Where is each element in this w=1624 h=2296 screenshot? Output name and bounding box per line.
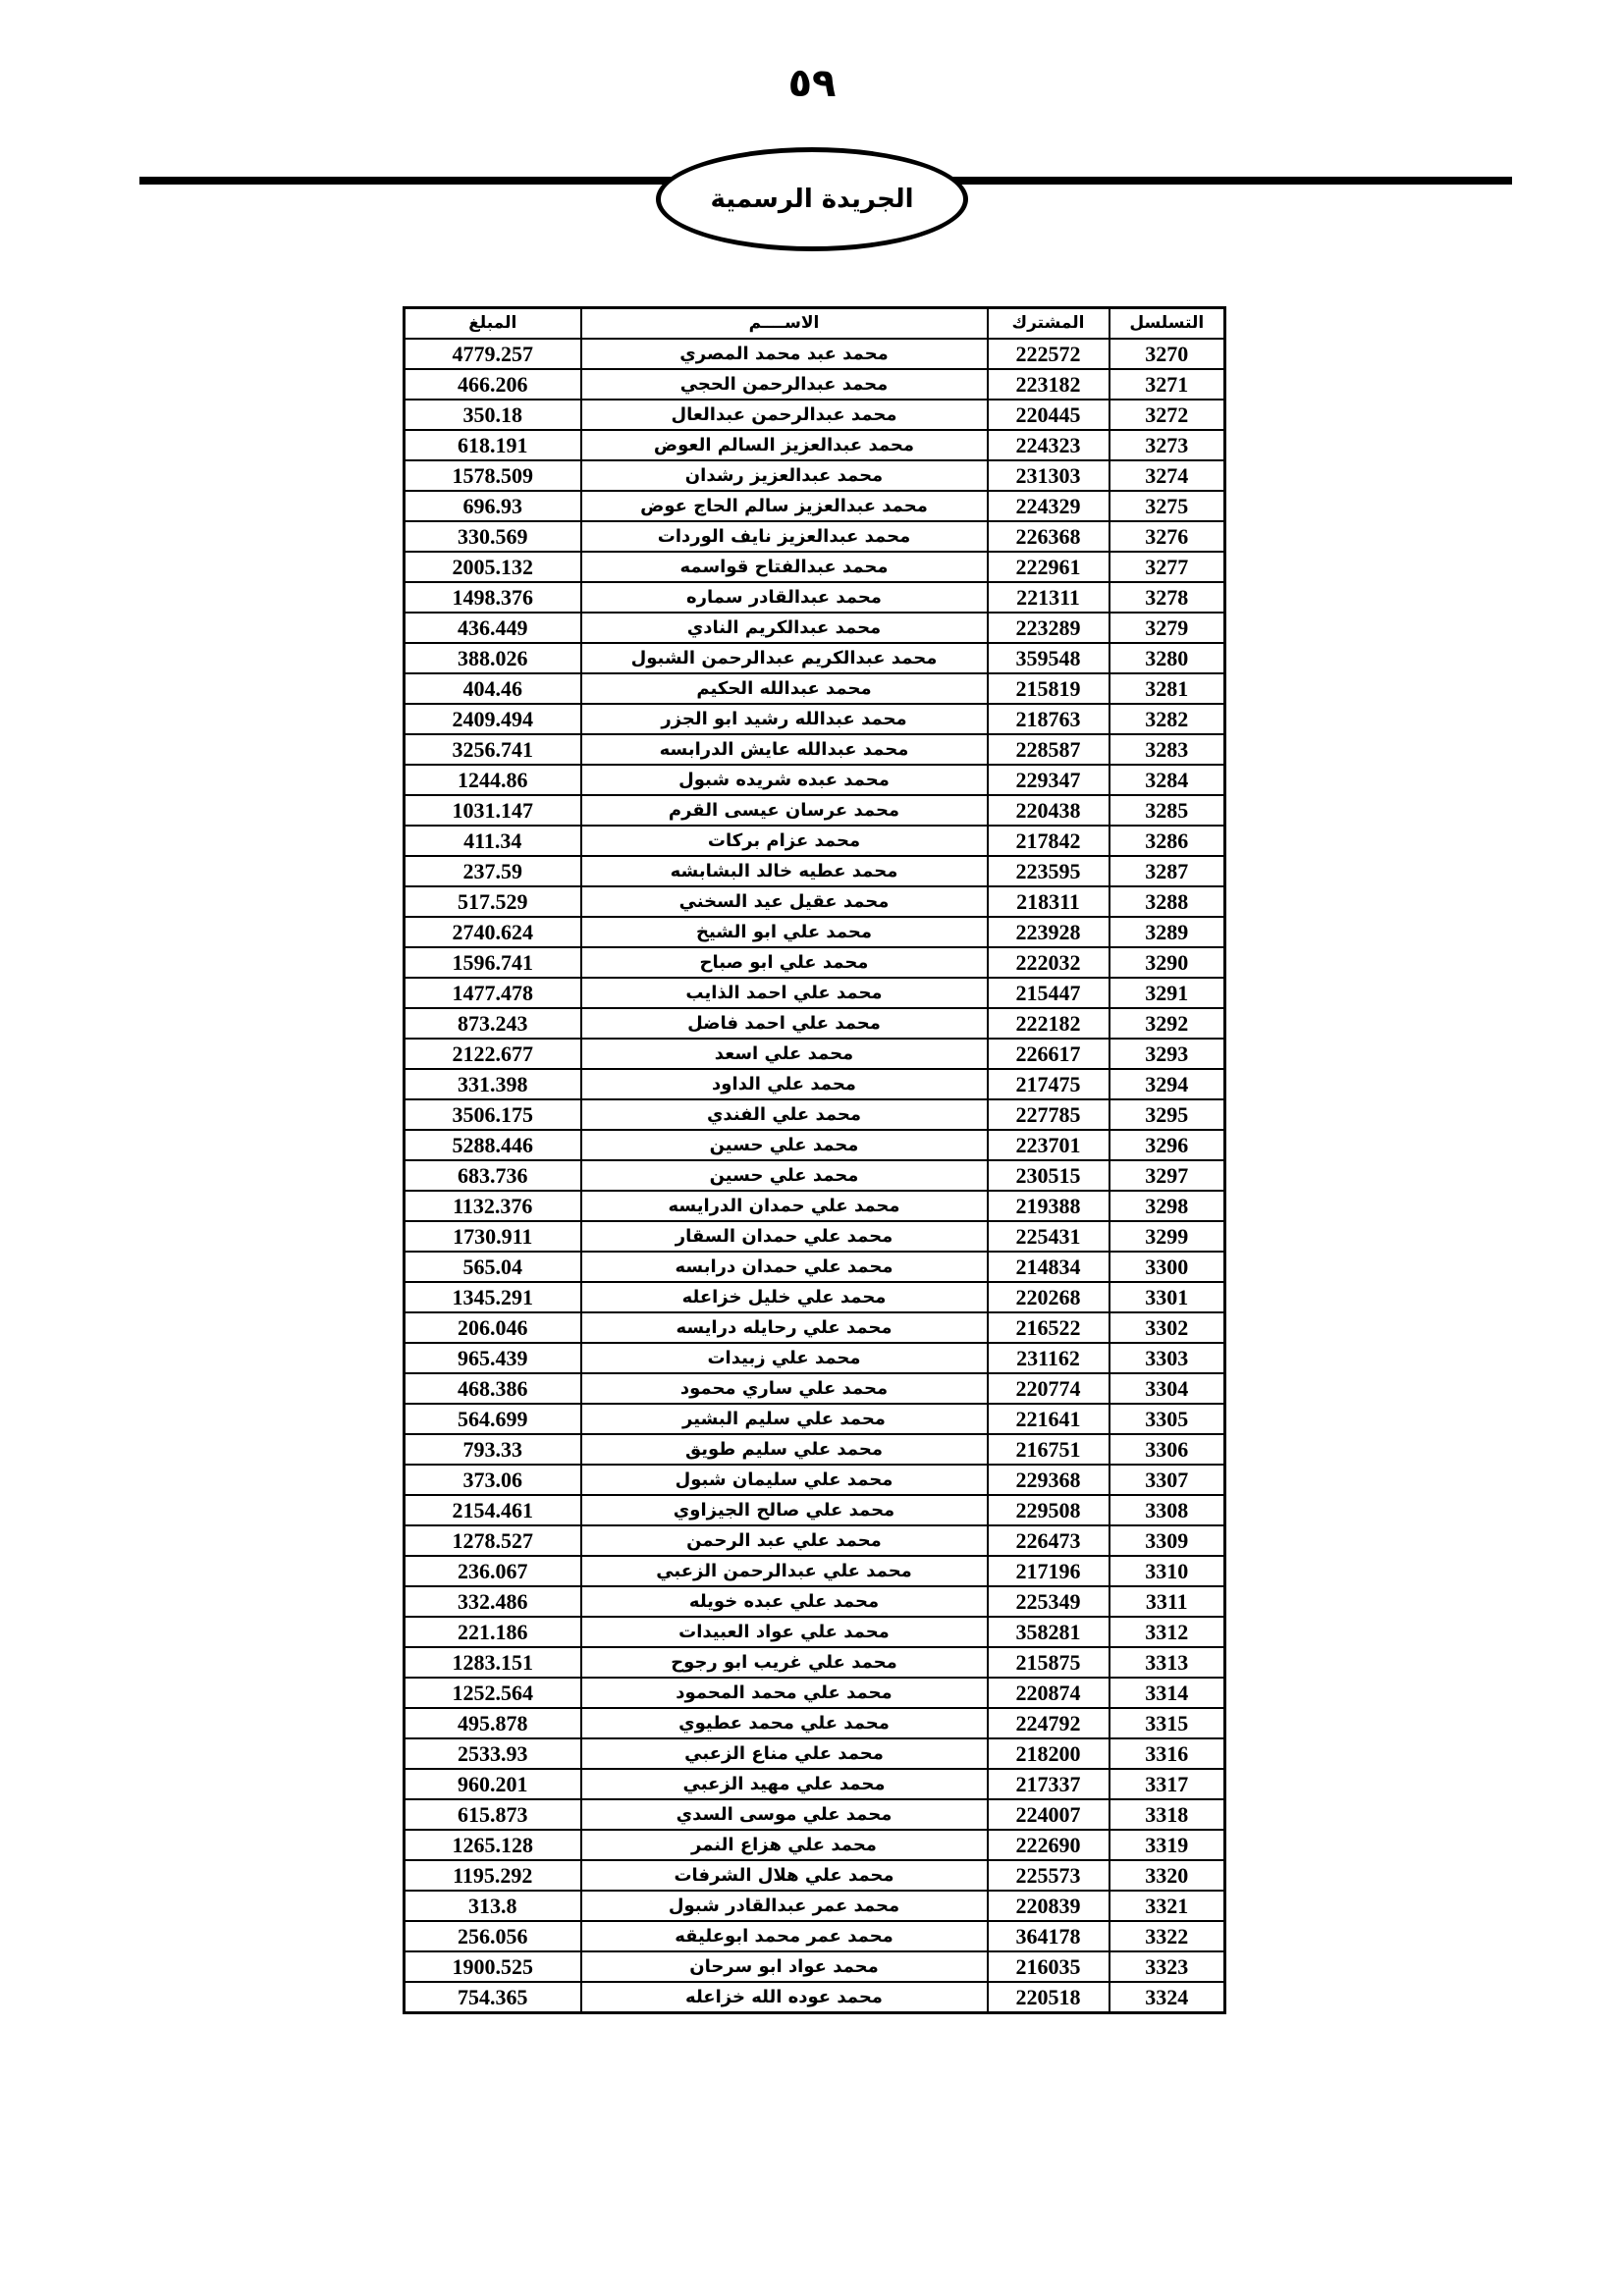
- header-subscriber: المشترك: [988, 308, 1110, 340]
- cell-subscriber: 220774: [988, 1373, 1110, 1404]
- cell-serial: 3273: [1110, 430, 1225, 460]
- cell-amount: 1031.147: [405, 795, 581, 826]
- cell-subscriber: 222690: [988, 1830, 1110, 1860]
- cell-serial: 3280: [1110, 643, 1225, 673]
- cell-subscriber: 223182: [988, 369, 1110, 400]
- cell-amount: 2409.494: [405, 704, 581, 734]
- cell-subscriber: 224329: [988, 491, 1110, 521]
- cell-subscriber: 231162: [988, 1343, 1110, 1373]
- cell-serial: 3297: [1110, 1160, 1225, 1191]
- cell-amount: 2533.93: [405, 1738, 581, 1769]
- cell-serial: 3274: [1110, 460, 1225, 491]
- cell-amount: 565.04: [405, 1252, 581, 1282]
- table-row: [405, 1830, 1225, 1860]
- table-row: [405, 673, 1225, 704]
- cell-amount: 615.873: [405, 1799, 581, 1830]
- cell-serial: 3270: [1110, 339, 1225, 369]
- cell-amount: 1278.527: [405, 1525, 581, 1556]
- cell-serial: 3288: [1110, 886, 1225, 917]
- cell-name: محمد علي عبده خويله: [581, 1586, 988, 1617]
- cell-serial: 3290: [1110, 947, 1225, 978]
- cell-serial: 3295: [1110, 1099, 1225, 1130]
- header-name: الاســــم: [581, 308, 988, 340]
- table-row: [405, 1434, 1225, 1465]
- cell-subscriber: 215447: [988, 978, 1110, 1008]
- cell-serial: 3291: [1110, 978, 1225, 1008]
- cell-name: محمد عبد محمد المصري: [581, 339, 988, 369]
- cell-subscriber: 223928: [988, 917, 1110, 947]
- cell-subscriber: 217196: [988, 1556, 1110, 1586]
- table-row: [405, 1678, 1225, 1708]
- cell-serial: 3283: [1110, 734, 1225, 765]
- table-row: [405, 521, 1225, 552]
- cell-serial: 3302: [1110, 1312, 1225, 1343]
- cell-name: محمد علي مناع الزعبي: [581, 1738, 988, 1769]
- table-row: [405, 856, 1225, 886]
- cell-amount: 2154.461: [405, 1495, 581, 1525]
- cell-amount: 873.243: [405, 1008, 581, 1039]
- cell-subscriber: 230515: [988, 1160, 1110, 1191]
- cell-name: محمد علي اسعد: [581, 1039, 988, 1069]
- cell-name: محمد عبدالكريم النادي: [581, 613, 988, 643]
- cell-subscriber: 217337: [988, 1769, 1110, 1799]
- cell-subscriber: 229508: [988, 1495, 1110, 1525]
- cell-serial: 3285: [1110, 795, 1225, 826]
- table-row: [405, 826, 1225, 856]
- cell-serial: 3304: [1110, 1373, 1225, 1404]
- cell-serial: 3319: [1110, 1830, 1225, 1860]
- cell-serial: 3296: [1110, 1130, 1225, 1160]
- table-row: [405, 1221, 1225, 1252]
- cell-serial: 3322: [1110, 1921, 1225, 1951]
- cell-name: محمد علي عبد الرحمن: [581, 1525, 988, 1556]
- cell-amount: 2005.132: [405, 552, 581, 582]
- cell-amount: 313.8: [405, 1891, 581, 1921]
- table-row: [405, 1099, 1225, 1130]
- cell-subscriber: 223701: [988, 1130, 1110, 1160]
- cell-amount: 221.186: [405, 1617, 581, 1647]
- table-row: [405, 1282, 1225, 1312]
- cell-serial: 3321: [1110, 1891, 1225, 1921]
- cell-name: محمد عبدالفتاح قواسمه: [581, 552, 988, 582]
- cell-subscriber: 224323: [988, 430, 1110, 460]
- cell-subscriber: 222961: [988, 552, 1110, 582]
- cell-subscriber: 225349: [988, 1586, 1110, 1617]
- table-row: [405, 1525, 1225, 1556]
- cell-subscriber: 220445: [988, 400, 1110, 430]
- cell-subscriber: 220518: [988, 1982, 1110, 2013]
- cell-serial: 3320: [1110, 1860, 1225, 1891]
- cell-subscriber: 228587: [988, 734, 1110, 765]
- cell-serial: 3318: [1110, 1799, 1225, 1830]
- cell-subscriber: 226368: [988, 521, 1110, 552]
- cell-amount: 236.067: [405, 1556, 581, 1586]
- cell-amount: 256.056: [405, 1921, 581, 1951]
- cell-amount: 696.93: [405, 491, 581, 521]
- cell-amount: 373.06: [405, 1465, 581, 1495]
- cell-name: محمد عبدالله رشيد ابو الجزر: [581, 704, 988, 734]
- cell-amount: 468.386: [405, 1373, 581, 1404]
- cell-subscriber: 219388: [988, 1191, 1110, 1221]
- cell-serial: 3277: [1110, 552, 1225, 582]
- cell-subscriber: 218311: [988, 886, 1110, 917]
- table-row: [405, 1495, 1225, 1525]
- cell-subscriber: 359548: [988, 643, 1110, 673]
- cell-name: محمد علي حمدان الدرايسه: [581, 1191, 988, 1221]
- cell-serial: 3300: [1110, 1252, 1225, 1282]
- cell-name: محمد عمر محمد ابوعليقه: [581, 1921, 988, 1951]
- cell-name: محمد عبدالكريم عبدالرحمن الشبول: [581, 643, 988, 673]
- cell-name: محمد عبدالعزيز رشدان: [581, 460, 988, 491]
- cell-name: محمد عبدالله عايش الدرابسه: [581, 734, 988, 765]
- cell-serial: 3286: [1110, 826, 1225, 856]
- cell-serial: 3293: [1110, 1039, 1225, 1069]
- cell-subscriber: 215875: [988, 1647, 1110, 1678]
- cell-amount: 618.191: [405, 430, 581, 460]
- cell-serial: 3311: [1110, 1586, 1225, 1617]
- page-number: ٥٩: [787, 61, 837, 106]
- cell-serial: 3306: [1110, 1434, 1225, 1465]
- cell-amount: 960.201: [405, 1769, 581, 1799]
- cell-subscriber: 221311: [988, 582, 1110, 613]
- cell-serial: 3305: [1110, 1404, 1225, 1434]
- cell-serial: 3282: [1110, 704, 1225, 734]
- cell-amount: 466.206: [405, 369, 581, 400]
- cell-name: محمد عقيل عيد السخني: [581, 886, 988, 917]
- cell-subscriber: 220438: [988, 795, 1110, 826]
- cell-serial: 3303: [1110, 1343, 1225, 1373]
- table-row: [405, 704, 1225, 734]
- table-row: [405, 765, 1225, 795]
- table-row: [405, 1465, 1225, 1495]
- cell-amount: 436.449: [405, 613, 581, 643]
- cell-name: محمد علي ابو صباح: [581, 947, 988, 978]
- payments-table-wrapper: [403, 306, 1223, 2014]
- table-row: [405, 1373, 1225, 1404]
- table-row: [405, 1891, 1225, 1921]
- cell-subscriber: 221641: [988, 1404, 1110, 1434]
- table-row: [405, 1404, 1225, 1434]
- table-row: [405, 1982, 1225, 2013]
- cell-subscriber: 226617: [988, 1039, 1110, 1069]
- cell-subscriber: 216522: [988, 1312, 1110, 1343]
- table-row: [405, 1069, 1225, 1099]
- cell-amount: 206.046: [405, 1312, 581, 1343]
- cell-subscriber: 223289: [988, 613, 1110, 643]
- table-row: [405, 1312, 1225, 1343]
- table-row: [405, 1191, 1225, 1221]
- cell-name: محمد علي هلال الشرفات: [581, 1860, 988, 1891]
- table-body: [405, 339, 1225, 2013]
- cell-name: محمد عبدالقادر سماره: [581, 582, 988, 613]
- cell-serial: 3323: [1110, 1951, 1225, 1982]
- cell-serial: 3289: [1110, 917, 1225, 947]
- cell-amount: 330.569: [405, 521, 581, 552]
- cell-name: محمد علي سليم البشير: [581, 1404, 988, 1434]
- table-row: [405, 1708, 1225, 1738]
- cell-subscriber: 217842: [988, 826, 1110, 856]
- cell-serial: 3294: [1110, 1069, 1225, 1099]
- cell-serial: 3279: [1110, 613, 1225, 643]
- header-amount: المبلغ: [405, 308, 581, 340]
- cell-name: محمد عبدالعزيز سالم الحاج عوض: [581, 491, 988, 521]
- cell-subscriber: 223595: [988, 856, 1110, 886]
- cell-amount: 1900.525: [405, 1951, 581, 1982]
- cell-serial: 3324: [1110, 1982, 1225, 2013]
- cell-amount: 2740.624: [405, 917, 581, 947]
- cell-name: محمد علي خليل خزاعله: [581, 1282, 988, 1312]
- cell-name: محمد علي رحايله درايسه: [581, 1312, 988, 1343]
- cell-subscriber: 224792: [988, 1708, 1110, 1738]
- table-row: [405, 947, 1225, 978]
- cell-subscriber: 220839: [988, 1891, 1110, 1921]
- table-header-row: [405, 308, 1225, 340]
- cell-subscriber: 224007: [988, 1799, 1110, 1830]
- cell-subscriber: 229347: [988, 765, 1110, 795]
- cell-amount: 683.736: [405, 1160, 581, 1191]
- cell-amount: 1477.478: [405, 978, 581, 1008]
- cell-subscriber: 215819: [988, 673, 1110, 704]
- cell-amount: 564.699: [405, 1404, 581, 1434]
- cell-amount: 754.365: [405, 1982, 581, 2013]
- cell-subscriber: 218200: [988, 1738, 1110, 1769]
- table-row: [405, 1617, 1225, 1647]
- cell-name: محمد علي احمد الذايب: [581, 978, 988, 1008]
- cell-name: محمد عزام بركات: [581, 826, 988, 856]
- table-row: [405, 1252, 1225, 1282]
- cell-name: محمد عرسان عيسى القرم: [581, 795, 988, 826]
- table-row: [405, 643, 1225, 673]
- cell-subscriber: 222572: [988, 339, 1110, 369]
- cell-serial: 3278: [1110, 582, 1225, 613]
- cell-amount: 3256.741: [405, 734, 581, 765]
- cell-name: محمد عواد ابو سرحان: [581, 1951, 988, 1982]
- cell-serial: 3316: [1110, 1738, 1225, 1769]
- table-row: [405, 1556, 1225, 1586]
- table-row: [405, 1343, 1225, 1373]
- cell-subscriber: 231303: [988, 460, 1110, 491]
- cell-name: محمد علي سليم طويق: [581, 1434, 988, 1465]
- cell-subscriber: 216035: [988, 1951, 1110, 1982]
- cell-name: محمد عبدالعزيز نايف الوردات: [581, 521, 988, 552]
- cell-serial: 3314: [1110, 1678, 1225, 1708]
- table-row: [405, 1130, 1225, 1160]
- table-row: [405, 795, 1225, 826]
- cell-name: محمد علي غريب ابو رجوح: [581, 1647, 988, 1678]
- cell-amount: 332.486: [405, 1586, 581, 1617]
- cell-name: محمد علي عبدالرحمن الزعبي: [581, 1556, 988, 1586]
- table-row: [405, 1769, 1225, 1799]
- cell-name: محمد عمر عبدالقادر شبول: [581, 1891, 988, 1921]
- cell-subscriber: 216751: [988, 1434, 1110, 1465]
- cell-subscriber: 218763: [988, 704, 1110, 734]
- cell-amount: 1132.376: [405, 1191, 581, 1221]
- cell-amount: 2122.677: [405, 1039, 581, 1069]
- cell-subscriber: 225573: [988, 1860, 1110, 1891]
- table-row: [405, 734, 1225, 765]
- cell-subscriber: 220874: [988, 1678, 1110, 1708]
- cell-serial: 3271: [1110, 369, 1225, 400]
- table-row: [405, 978, 1225, 1008]
- table-row: [405, 1951, 1225, 1982]
- cell-amount: 1345.291: [405, 1282, 581, 1312]
- cell-name: محمد علي الداود: [581, 1069, 988, 1099]
- table-row: [405, 1799, 1225, 1830]
- cell-amount: 350.18: [405, 400, 581, 430]
- cell-name: محمد عبدالرحمن الحجي: [581, 369, 988, 400]
- table-row: [405, 886, 1225, 917]
- cell-serial: 3287: [1110, 856, 1225, 886]
- cell-serial: 3275: [1110, 491, 1225, 521]
- cell-subscriber: 217475: [988, 1069, 1110, 1099]
- cell-amount: 411.34: [405, 826, 581, 856]
- cell-amount: 331.398: [405, 1069, 581, 1099]
- cell-amount: 1195.292: [405, 1860, 581, 1891]
- cell-serial: 3276: [1110, 521, 1225, 552]
- cell-name: محمد علي محمد عطيوي: [581, 1708, 988, 1738]
- cell-serial: 3309: [1110, 1525, 1225, 1556]
- cell-amount: 1578.509: [405, 460, 581, 491]
- cell-name: محمد علي ابو الشيخ: [581, 917, 988, 947]
- cell-amount: 965.439: [405, 1343, 581, 1373]
- cell-name: محمد علي هزاع النمر: [581, 1830, 988, 1860]
- title-oval: [656, 147, 968, 251]
- table-row: [405, 1647, 1225, 1678]
- cell-subscriber: 222182: [988, 1008, 1110, 1039]
- cell-amount: 1283.151: [405, 1647, 581, 1678]
- cell-name: محمد علي حسين: [581, 1130, 988, 1160]
- cell-amount: 517.529: [405, 886, 581, 917]
- cell-name: محمد علي عواد العبيدات: [581, 1617, 988, 1647]
- cell-subscriber: 227785: [988, 1099, 1110, 1130]
- payments-table: [403, 306, 1226, 2014]
- cell-serial: 3317: [1110, 1769, 1225, 1799]
- cell-serial: 3310: [1110, 1556, 1225, 1586]
- cell-name: محمد علي حسين: [581, 1160, 988, 1191]
- cell-name: محمد علي سليمان شبول: [581, 1465, 988, 1495]
- cell-name: محمد علي زبيدات: [581, 1343, 988, 1373]
- publication-title: الجريدة الرسمية: [710, 185, 914, 214]
- cell-amount: 388.026: [405, 643, 581, 673]
- cell-serial: 3307: [1110, 1465, 1225, 1495]
- cell-name: محمد عوده الله خزاعله: [581, 1982, 988, 2013]
- table-row: [405, 552, 1225, 582]
- cell-amount: 1252.564: [405, 1678, 581, 1708]
- cell-subscriber: 225431: [988, 1221, 1110, 1252]
- cell-name: محمد عطيه خالد البشابشه: [581, 856, 988, 886]
- cell-amount: 4779.257: [405, 339, 581, 369]
- table-row: [405, 460, 1225, 491]
- table-row: [405, 339, 1225, 369]
- cell-amount: 1498.376: [405, 582, 581, 613]
- table-row: [405, 1008, 1225, 1039]
- cell-serial: 3272: [1110, 400, 1225, 430]
- cell-serial: 3292: [1110, 1008, 1225, 1039]
- cell-amount: 5288.446: [405, 1130, 581, 1160]
- cell-serial: 3299: [1110, 1221, 1225, 1252]
- cell-amount: 3506.175: [405, 1099, 581, 1130]
- cell-name: محمد علي صالح الجيزاوي: [581, 1495, 988, 1525]
- cell-name: محمد علي الفندي: [581, 1099, 988, 1130]
- cell-subscriber: 364178: [988, 1921, 1110, 1951]
- cell-serial: 3284: [1110, 765, 1225, 795]
- table-row: [405, 491, 1225, 521]
- cell-serial: 3313: [1110, 1647, 1225, 1678]
- cell-name: محمد عبدالرحمن عبدالعال: [581, 400, 988, 430]
- cell-name: محمد علي احمد فاضل: [581, 1008, 988, 1039]
- cell-name: محمد علي مهيد الزعبي: [581, 1769, 988, 1799]
- table-row: [405, 582, 1225, 613]
- table-row: [405, 1738, 1225, 1769]
- cell-subscriber: 226473: [988, 1525, 1110, 1556]
- table-row: [405, 400, 1225, 430]
- table-row: [405, 430, 1225, 460]
- cell-subscriber: 229368: [988, 1465, 1110, 1495]
- cell-serial: 3298: [1110, 1191, 1225, 1221]
- cell-name: محمد عبدالعزيز السالم العوض: [581, 430, 988, 460]
- cell-name: محمد علي حمدان درابسه: [581, 1252, 988, 1282]
- table-row: [405, 1921, 1225, 1951]
- cell-serial: 3281: [1110, 673, 1225, 704]
- cell-name: محمد علي محمد المحمود: [581, 1678, 988, 1708]
- cell-amount: 1596.741: [405, 947, 581, 978]
- cell-subscriber: 358281: [988, 1617, 1110, 1647]
- table-row: [405, 1039, 1225, 1069]
- table-row: [405, 369, 1225, 400]
- cell-serial: 3308: [1110, 1495, 1225, 1525]
- table-row: [405, 613, 1225, 643]
- cell-amount: 793.33: [405, 1434, 581, 1465]
- table-row: [405, 1860, 1225, 1891]
- cell-amount: 404.46: [405, 673, 581, 704]
- cell-subscriber: 222032: [988, 947, 1110, 978]
- cell-name: محمد علي ساري محمود: [581, 1373, 988, 1404]
- cell-amount: 1730.911: [405, 1221, 581, 1252]
- cell-amount: 1265.128: [405, 1830, 581, 1860]
- table-row: [405, 1586, 1225, 1617]
- cell-name: محمد علي حمدان السقار: [581, 1221, 988, 1252]
- cell-name: محمد عبدالله الحكيم: [581, 673, 988, 704]
- table-row: [405, 1160, 1225, 1191]
- cell-serial: 3315: [1110, 1708, 1225, 1738]
- cell-subscriber: 214834: [988, 1252, 1110, 1282]
- cell-subscriber: 220268: [988, 1282, 1110, 1312]
- cell-amount: 237.59: [405, 856, 581, 886]
- cell-amount: 1244.86: [405, 765, 581, 795]
- cell-name: محمد عبده شريده شبول: [581, 765, 988, 795]
- cell-serial: 3312: [1110, 1617, 1225, 1647]
- header-serial: التسلسل: [1110, 308, 1225, 340]
- cell-serial: 3301: [1110, 1282, 1225, 1312]
- table-row: [405, 917, 1225, 947]
- cell-name: محمد علي موسى السدي: [581, 1799, 988, 1830]
- cell-amount: 495.878: [405, 1708, 581, 1738]
